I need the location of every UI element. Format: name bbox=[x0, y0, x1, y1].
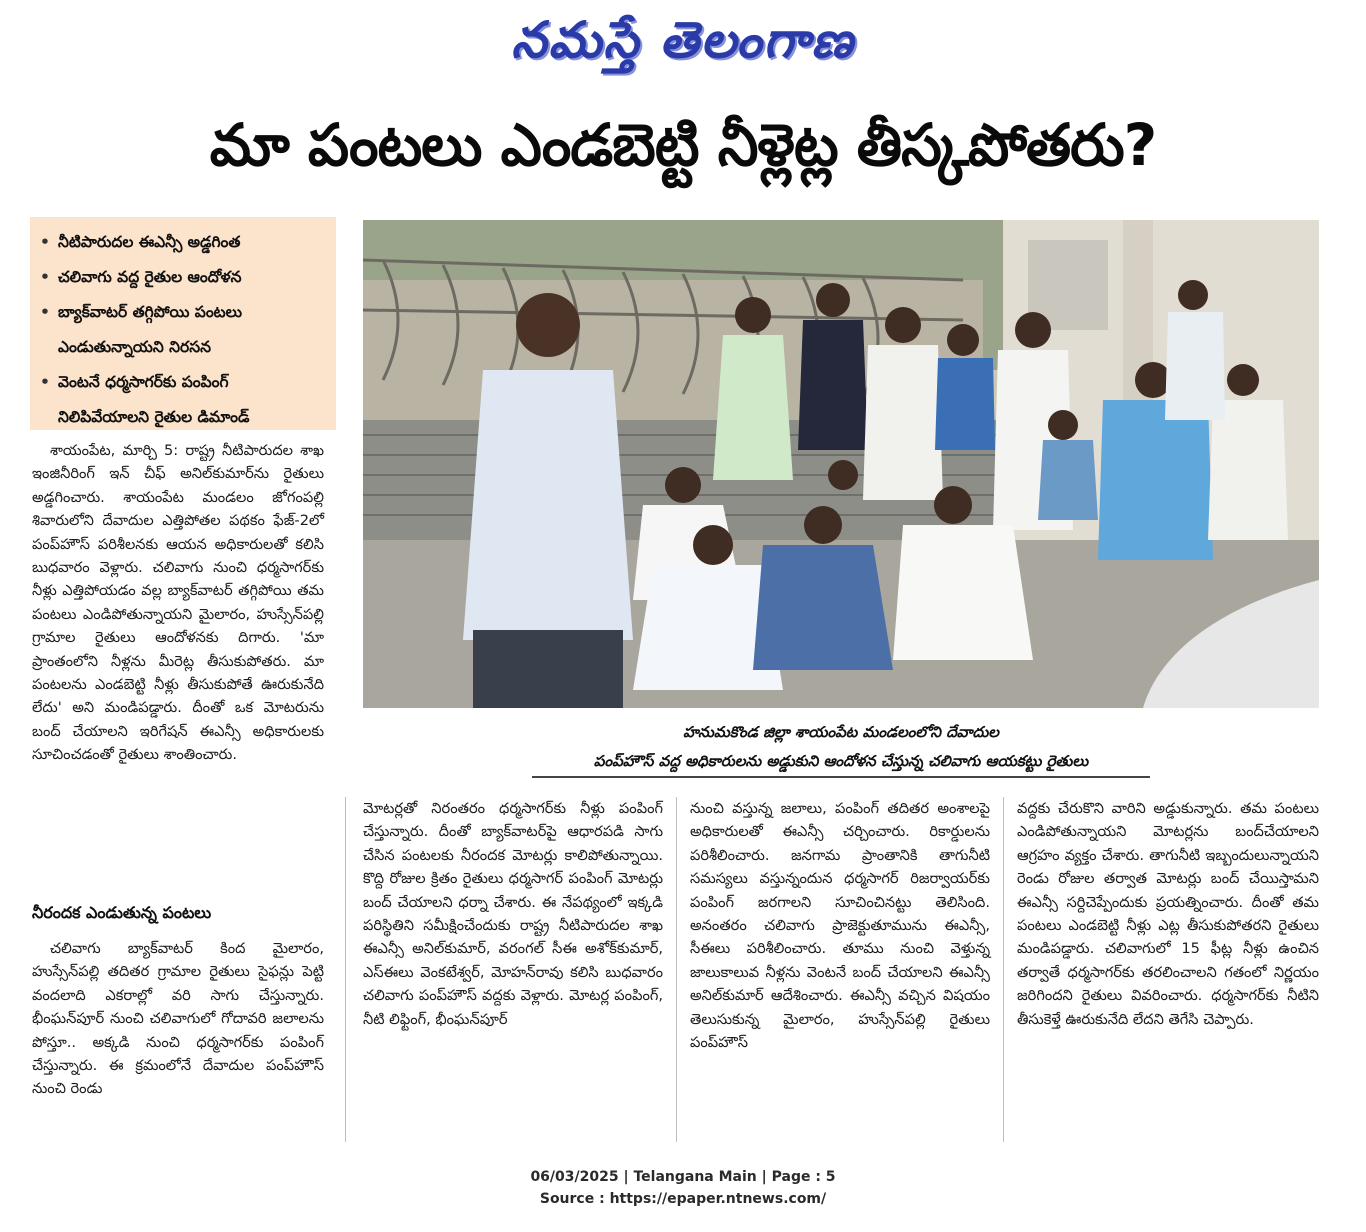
highlight-item: • చలివాగు వద్ద రైతుల ఆందోళన bbox=[40, 260, 328, 295]
masthead bbox=[0, 2, 1366, 80]
column-divider bbox=[1003, 797, 1004, 1142]
article-paragraph: మోటర్లతో నిరంతరం ధర్మసాగర్‌కు నీళ్లు పంపింగ్ చేస్తున్నారు. దీంతో బ్యాక్‌వాటర్‌పై ఆధారపడి సాగు చేసిన పంటలకు నీరందక మోటర్లు కాలిపోతున్నాయి. కొద్ది రోజుల క్రితం రైతులు ధర్మసాగర్ పంపింగ్ మోటర్లు బంద్ చేయాలని ధర్నా చేశారు. ఈ నేపథ్యంలో ఇక్కడి పరిస్థితిని సమీక్షించేందుకు రాష్ట్ర నీటిపారుదల శాఖ ఈఎన్సీ అనిల్‌కుమార్, వరంగల్ సీఈ అశోక్‌కుమార్, ఎస్ఈలు వెంకటేశ్వర్, మోహన్‌రావు కలిసి బుధవారం చలివాగు పంప్‌హౌస్ వద్దకు వెళ్లారు. మోటర్ల పంపింగ్, నీటి లిఫ్టింగ్, భీంఘన్‌పూర్ bbox=[363, 800, 663, 1028]
protest-photo-illustration bbox=[363, 220, 1319, 708]
newspaper-logo: నమస్తే తెలంగాణ bbox=[511, 10, 855, 69]
column-divider bbox=[676, 797, 677, 1142]
article-column-2 bbox=[363, 797, 663, 1031]
column-divider bbox=[345, 797, 346, 1142]
bullet-icon: • bbox=[40, 268, 50, 286]
highlight-item-continued: నిలిపివేయాలని రైతుల డిమాండ్ bbox=[58, 408, 250, 426]
highlight-item: • బ్యాక్‌వాటర్ తగ్గిపోయి పంటలు bbox=[40, 295, 328, 330]
article-paragraph: శాయంపేట, మార్చి 5: రాష్ట్ర నీటిపారుదల శాఖ ఇంజినీరింగ్ ఇన్ చీఫ్ అనిల్‌కుమార్‌ను రైతులు అడ్డగించారు. శాయంపేట మండలం జోగంపల్లి శివారులోని దేవాదుల ఎత్తిపోతల పథకం ఫేజ్-2లో పంప్‌హౌస్ పరిశీలనకు ఆయన అధికారులతో కలిసి బుధవారం వెళ్లారు. చలివాగు నుంచి ధర్మసాగర్‌కు నీళ్లు ఎత్తిపోయడం వల్ల బ్యాక్‌వాటర్ తగ్గిపోయి తమ పంటలు ఎండిపోతున్నాయని మైలారం, హుస్సేన్‌పల్లి గ్రామాల రైతులు ఆందోళనకు దిగారు. 'మా ప్రాంతంలోని నీళ్లను మీరెట్ల తీసుకుపోతరు. మా పంటలను ఎండబెట్టి నీళ్లు తీసుకుపోతే ఊరుకునేది లేదు' అని మండిపడ్డారు. దీంతో ఒక మోటరును బంద్ చేయాలని ఇరిగేషన్ ఈఎన్సీ అధికారులకు సూచించడంతో రైతులు శాంతించారు. bbox=[32, 442, 324, 764]
article-column-3 bbox=[690, 797, 990, 1054]
article-column-1 bbox=[32, 439, 324, 767]
news-photo bbox=[363, 220, 1319, 708]
photo-caption bbox=[532, 718, 1150, 778]
article-subheading: నీరందక ఎండుతున్న పంటలు bbox=[32, 903, 212, 922]
highlight-item: • నీటిపారుదల ఈఎన్సీ అడ్డగింత bbox=[40, 225, 328, 260]
article-column-1-continued bbox=[32, 937, 324, 1101]
caption-line-2: పంప్‌హౌస్ వద్ద అధికారులను అడ్డుకుని ఆందోళన చేస్తున్న చలివాగు ఆయకట్టు రైతులు bbox=[532, 747, 1150, 778]
highlight-item: • వెంటనే ధర్మసాగర్‌కు పంపింగ్ bbox=[40, 365, 328, 400]
footer-source-link[interactable]: Source : https://epaper.ntnews.com/ bbox=[539, 1191, 827, 1207]
article-paragraph: వద్దకు చేరుకొని వారిని అడ్డుకున్నారు. తమ పంటలు ఎండిపోతున్నాయని మోటర్లను బంద్‌చేయాలని ఆగ్రహం వ్యక్తం చేశారు. తాగునీటి ఇబ్బందులున్నాయని రెండు రోజుల తర్వాత మోటర్లు బంద్ చేయిస్తామని ఈఎన్సీ సర్దిచెప్పేందుకు ప్రయత్నించారు. దీంతో తమ పంటలు ఎండబెట్టి నీళ్లు ఎట్ల తీసుకుపోతరని రైతులు మండిపడ్డారు. చలివాగులో 15 ఫీట్ల నీళ్లు ఉంచిన తర్వాతే ధర్మసాగర్‌కు తరలించాలని గతంలో నిర్ణయం జరిగిందని రైతులు వివరించారు. ధర్మసాగర్‌కు నీటిని తీసుకెళ్తే ఊరుకునేది లేదని తెగేసి చెప్పారు. bbox=[1017, 800, 1319, 1028]
bullet-icon: • bbox=[40, 303, 50, 321]
footer-date-page: 06/03/2025 | Telangana Main | Page : 5 bbox=[530, 1169, 836, 1185]
bullet-icon: • bbox=[40, 233, 50, 251]
highlight-item-continued: ఎండుతున్నాయని నిరసన bbox=[58, 338, 211, 356]
highlights-box bbox=[30, 217, 336, 430]
article-paragraph: చలివాగు బ్యాక్‌వాటర్ కింద మైలారం, హుస్సేన్‌పల్లి తదితర గ్రామాల రైతులు సైఫన్లు పెట్టి వందలాది ఎకరాల్లో వరి సాగు చేస్తున్నారు. భీంఘన్‌పూర్ నుంచి చలివాగులో గోదావరి జలాలను పోస్తూ.. అక్కడి నుంచి ధర్మసాగర్‌కు పంపింగ్ చేస్తున్నారు. ఈ క్రమంలోనే దేవాదుల పంప్‌హౌస్ నుంచి రెండు bbox=[32, 940, 324, 1098]
page-footer bbox=[0, 1166, 1366, 1210]
article-paragraph: నుంచి వస్తున్న జలాలు, పంపింగ్ తదితర అంశాలపై అధికారులతో ఈఎన్సీ చర్చించారు. రికార్డులను పరిశీలించారు. జనగామ ప్రాంతానికి తాగునీటి సమస్యలు వస్తున్నందున ధర్మసాగర్ రిజర్వాయర్‌కు పంపింగ్ జరగాలని సూచించినట్టు తెలిసింది. అనంతరం చలివాగు ప్రాజెక్టుతూమును ఈఎన్సీ, సీఈలు పరిశీలించారు. తూము నుంచి వెళ్తున్న జాలుకాలువ నీళ్లను వెంటనే బంద్ చేయాలని ఈఎన్సీ అనిల్‌కుమార్ ఆదేశించారు. ఈఎన్సీ వచ్చిన విషయం తెలుసుకున్న మైలారం, హుస్సేన్‌పల్లి రైతులు పంప్‌హౌస్ bbox=[690, 800, 990, 1052]
article-column-4 bbox=[1017, 797, 1319, 1031]
bullet-icon: • bbox=[40, 373, 50, 391]
headline: మా పంటలు ఎండబెట్టి నీళ్లెట్ల తీస్కపోతరు? bbox=[209, 111, 1157, 179]
caption-line-1: హనుమకొండ జిల్లా శాయంపేట మండలంలోని దేవాదుల bbox=[683, 723, 999, 741]
